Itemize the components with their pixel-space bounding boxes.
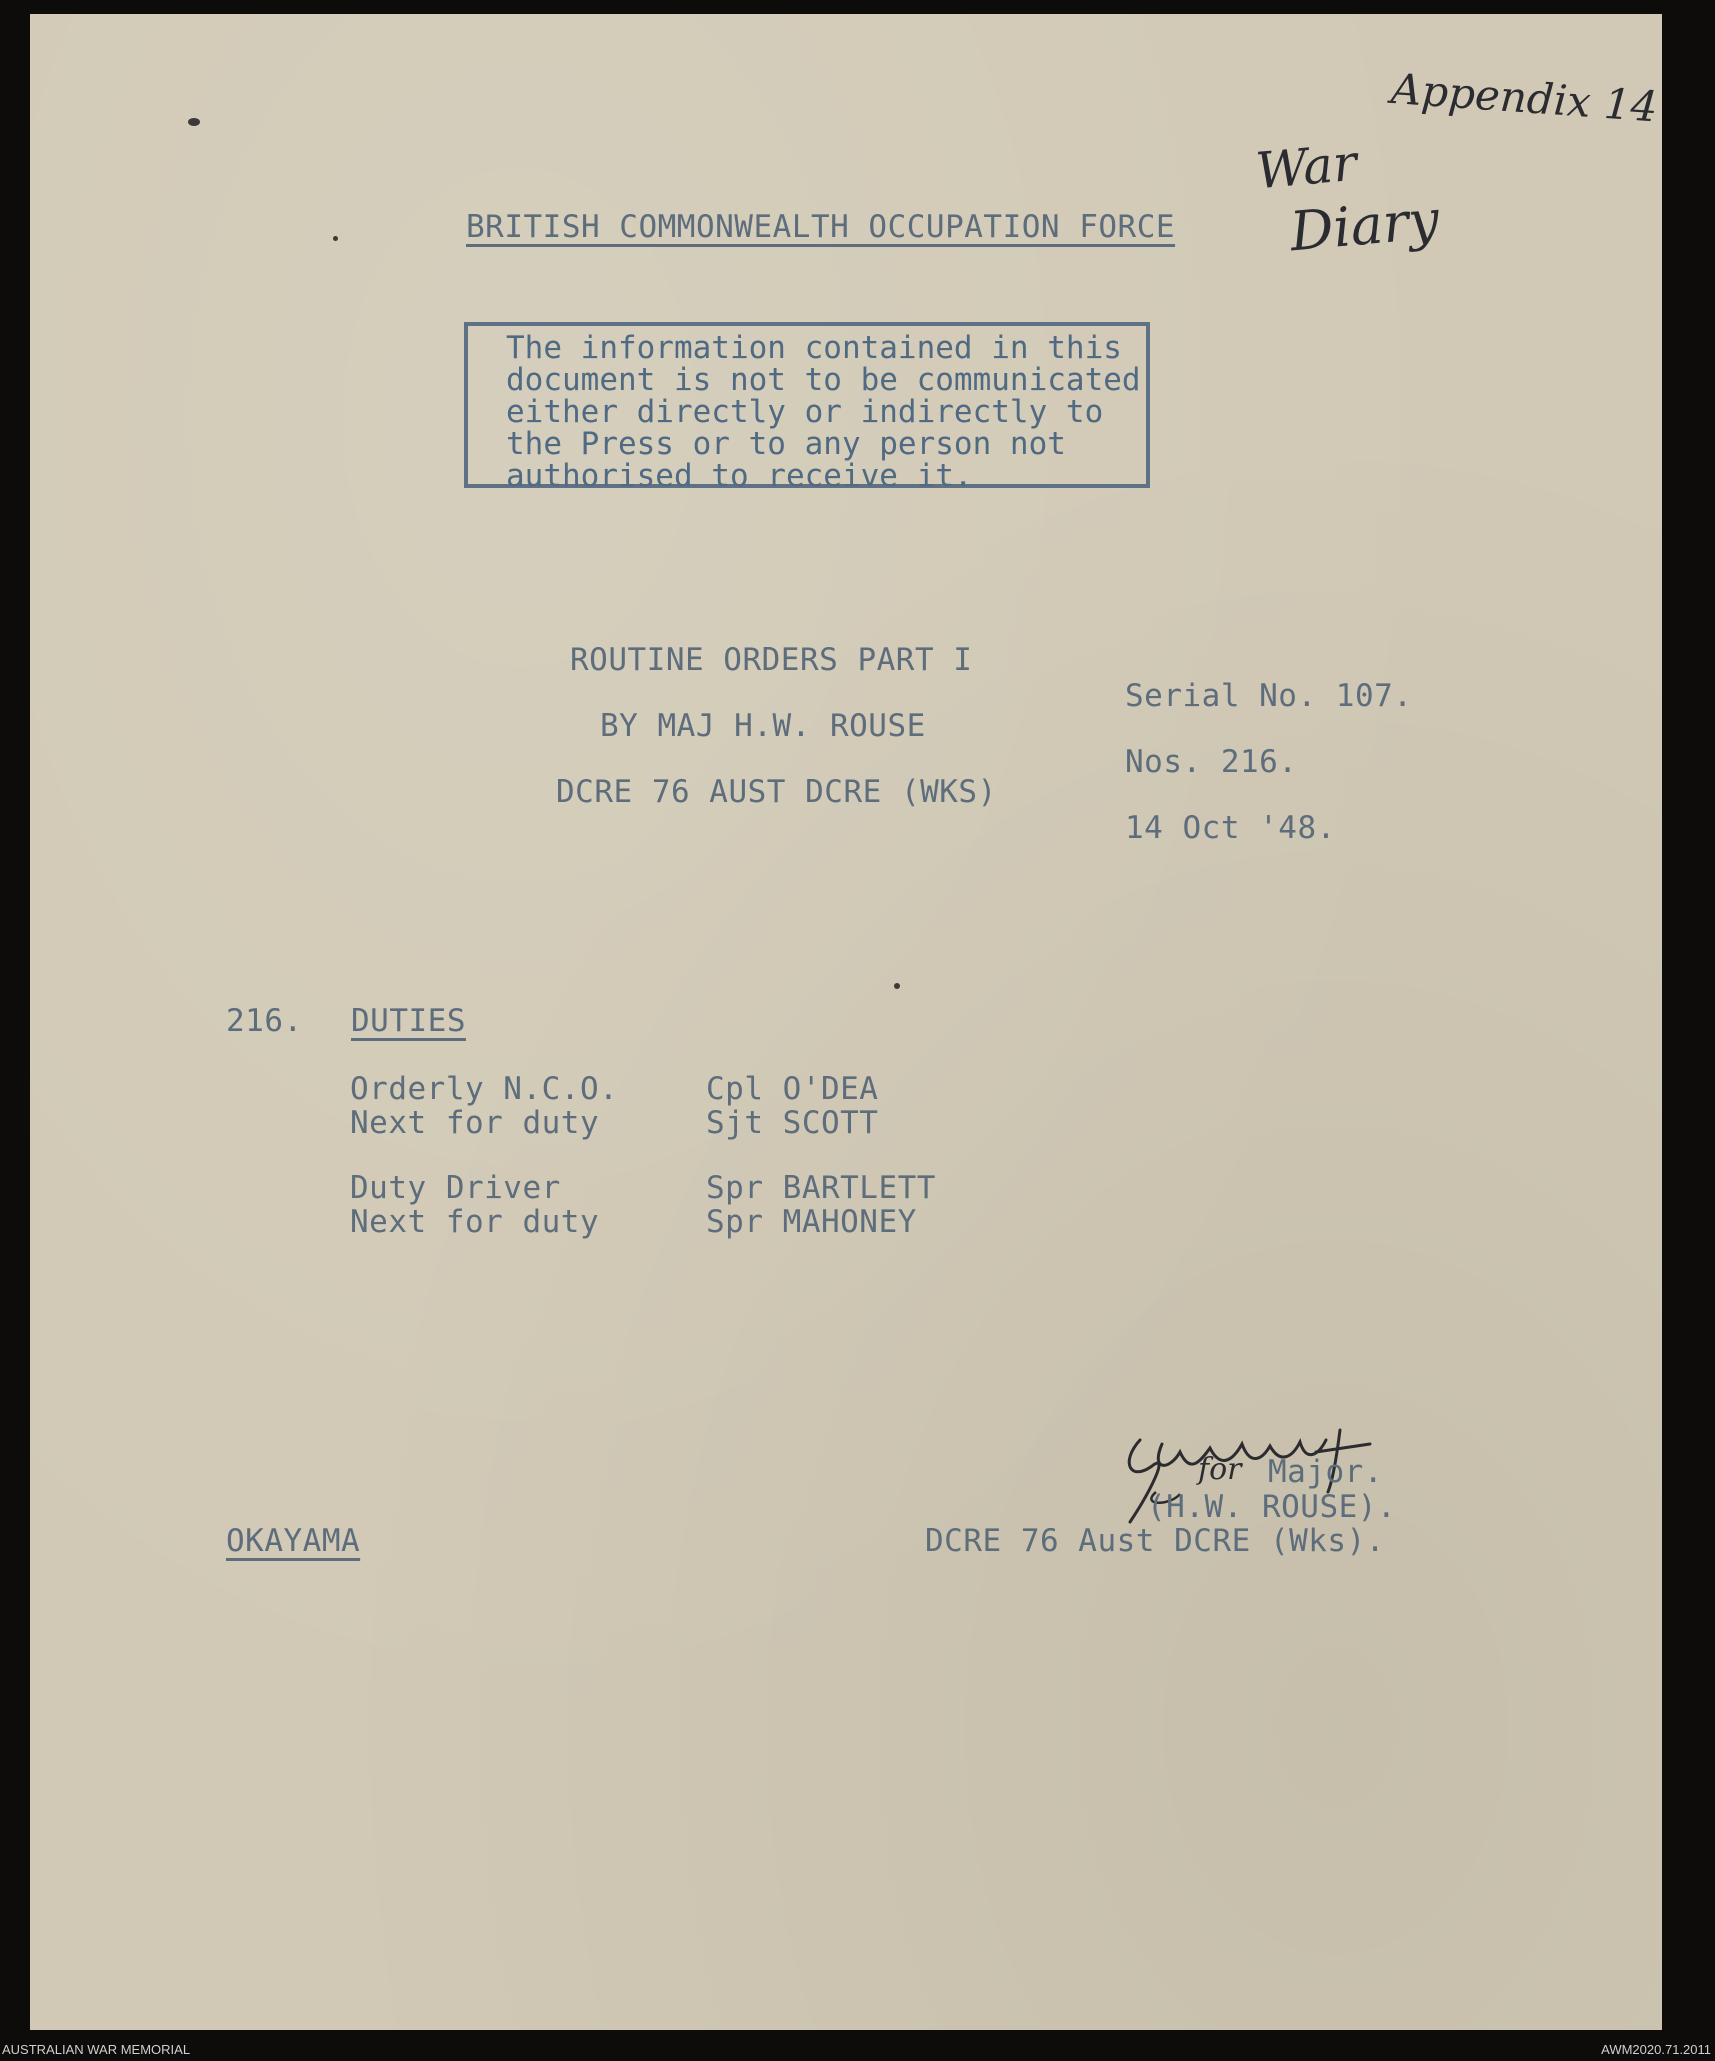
confidentiality-notice-box — [464, 322, 1150, 494]
orders-by: BY MAJ H.W. ROUSE — [600, 708, 926, 744]
order-nos: Nos. 216. — [1125, 744, 1298, 780]
signatory-unit: DCRE 76 Aust DCRE (Wks). — [925, 1523, 1385, 1559]
duty-role: Next for duty — [350, 1105, 600, 1141]
duty-name: Spr MAHONEY — [706, 1204, 917, 1240]
document-title: BRITISH COMMONWEALTH OCCUPATION FORCE — [466, 209, 1176, 245]
ink-speck — [894, 983, 900, 989]
signature-for: for — [1198, 1452, 1242, 1487]
footer-left: AUSTRALIAN WAR MEMORIAL — [2, 2042, 191, 2057]
duty-name: Sjt SCOTT — [706, 1105, 879, 1141]
duty-name: Cpl O'DEA — [706, 1071, 879, 1107]
footer-right: AWM2020.71.2011 — [1601, 2042, 1711, 2057]
signatory-rank: Major. — [1268, 1454, 1383, 1490]
ink-speck — [188, 118, 200, 126]
notice-line-2: document is not to be communicated — [506, 362, 1141, 398]
document-page — [30, 14, 1662, 2030]
notice-line-3: either directly or indirectly to — [506, 394, 1104, 430]
duty-name: Spr BARTLETT — [706, 1170, 936, 1206]
duty-role: Duty Driver — [350, 1170, 561, 1206]
place-okayama: OKAYAMA — [226, 1523, 361, 1559]
signatory-name: (H.W. ROUSE). — [1147, 1489, 1397, 1525]
notice-line-5: authorised to receive it. — [506, 458, 973, 494]
appendix-annotation: Appendix 14 — [1389, 64, 1660, 132]
duty-role: Orderly N.C.O. — [350, 1071, 619, 1107]
duty-role: Next for duty — [350, 1204, 600, 1240]
orders-title: ROUTINE ORDERS PART I — [570, 642, 973, 678]
duties-number: 216. — [226, 1003, 303, 1039]
war-annotation: War — [1253, 133, 1360, 201]
notice-line-4: the Press or to any person not — [506, 426, 1066, 462]
ink-speck — [333, 236, 338, 241]
orders-unit: DCRE 76 AUST DCRE (WKS) — [556, 774, 997, 810]
diary-annotation: Diary — [1287, 187, 1442, 264]
serial-number: Serial No. 107. — [1125, 678, 1413, 714]
duties-heading: DUTIES — [351, 1003, 466, 1039]
order-date: 14 Oct '48. — [1125, 810, 1336, 846]
notice-line-1: The information contained in this — [506, 330, 1122, 366]
